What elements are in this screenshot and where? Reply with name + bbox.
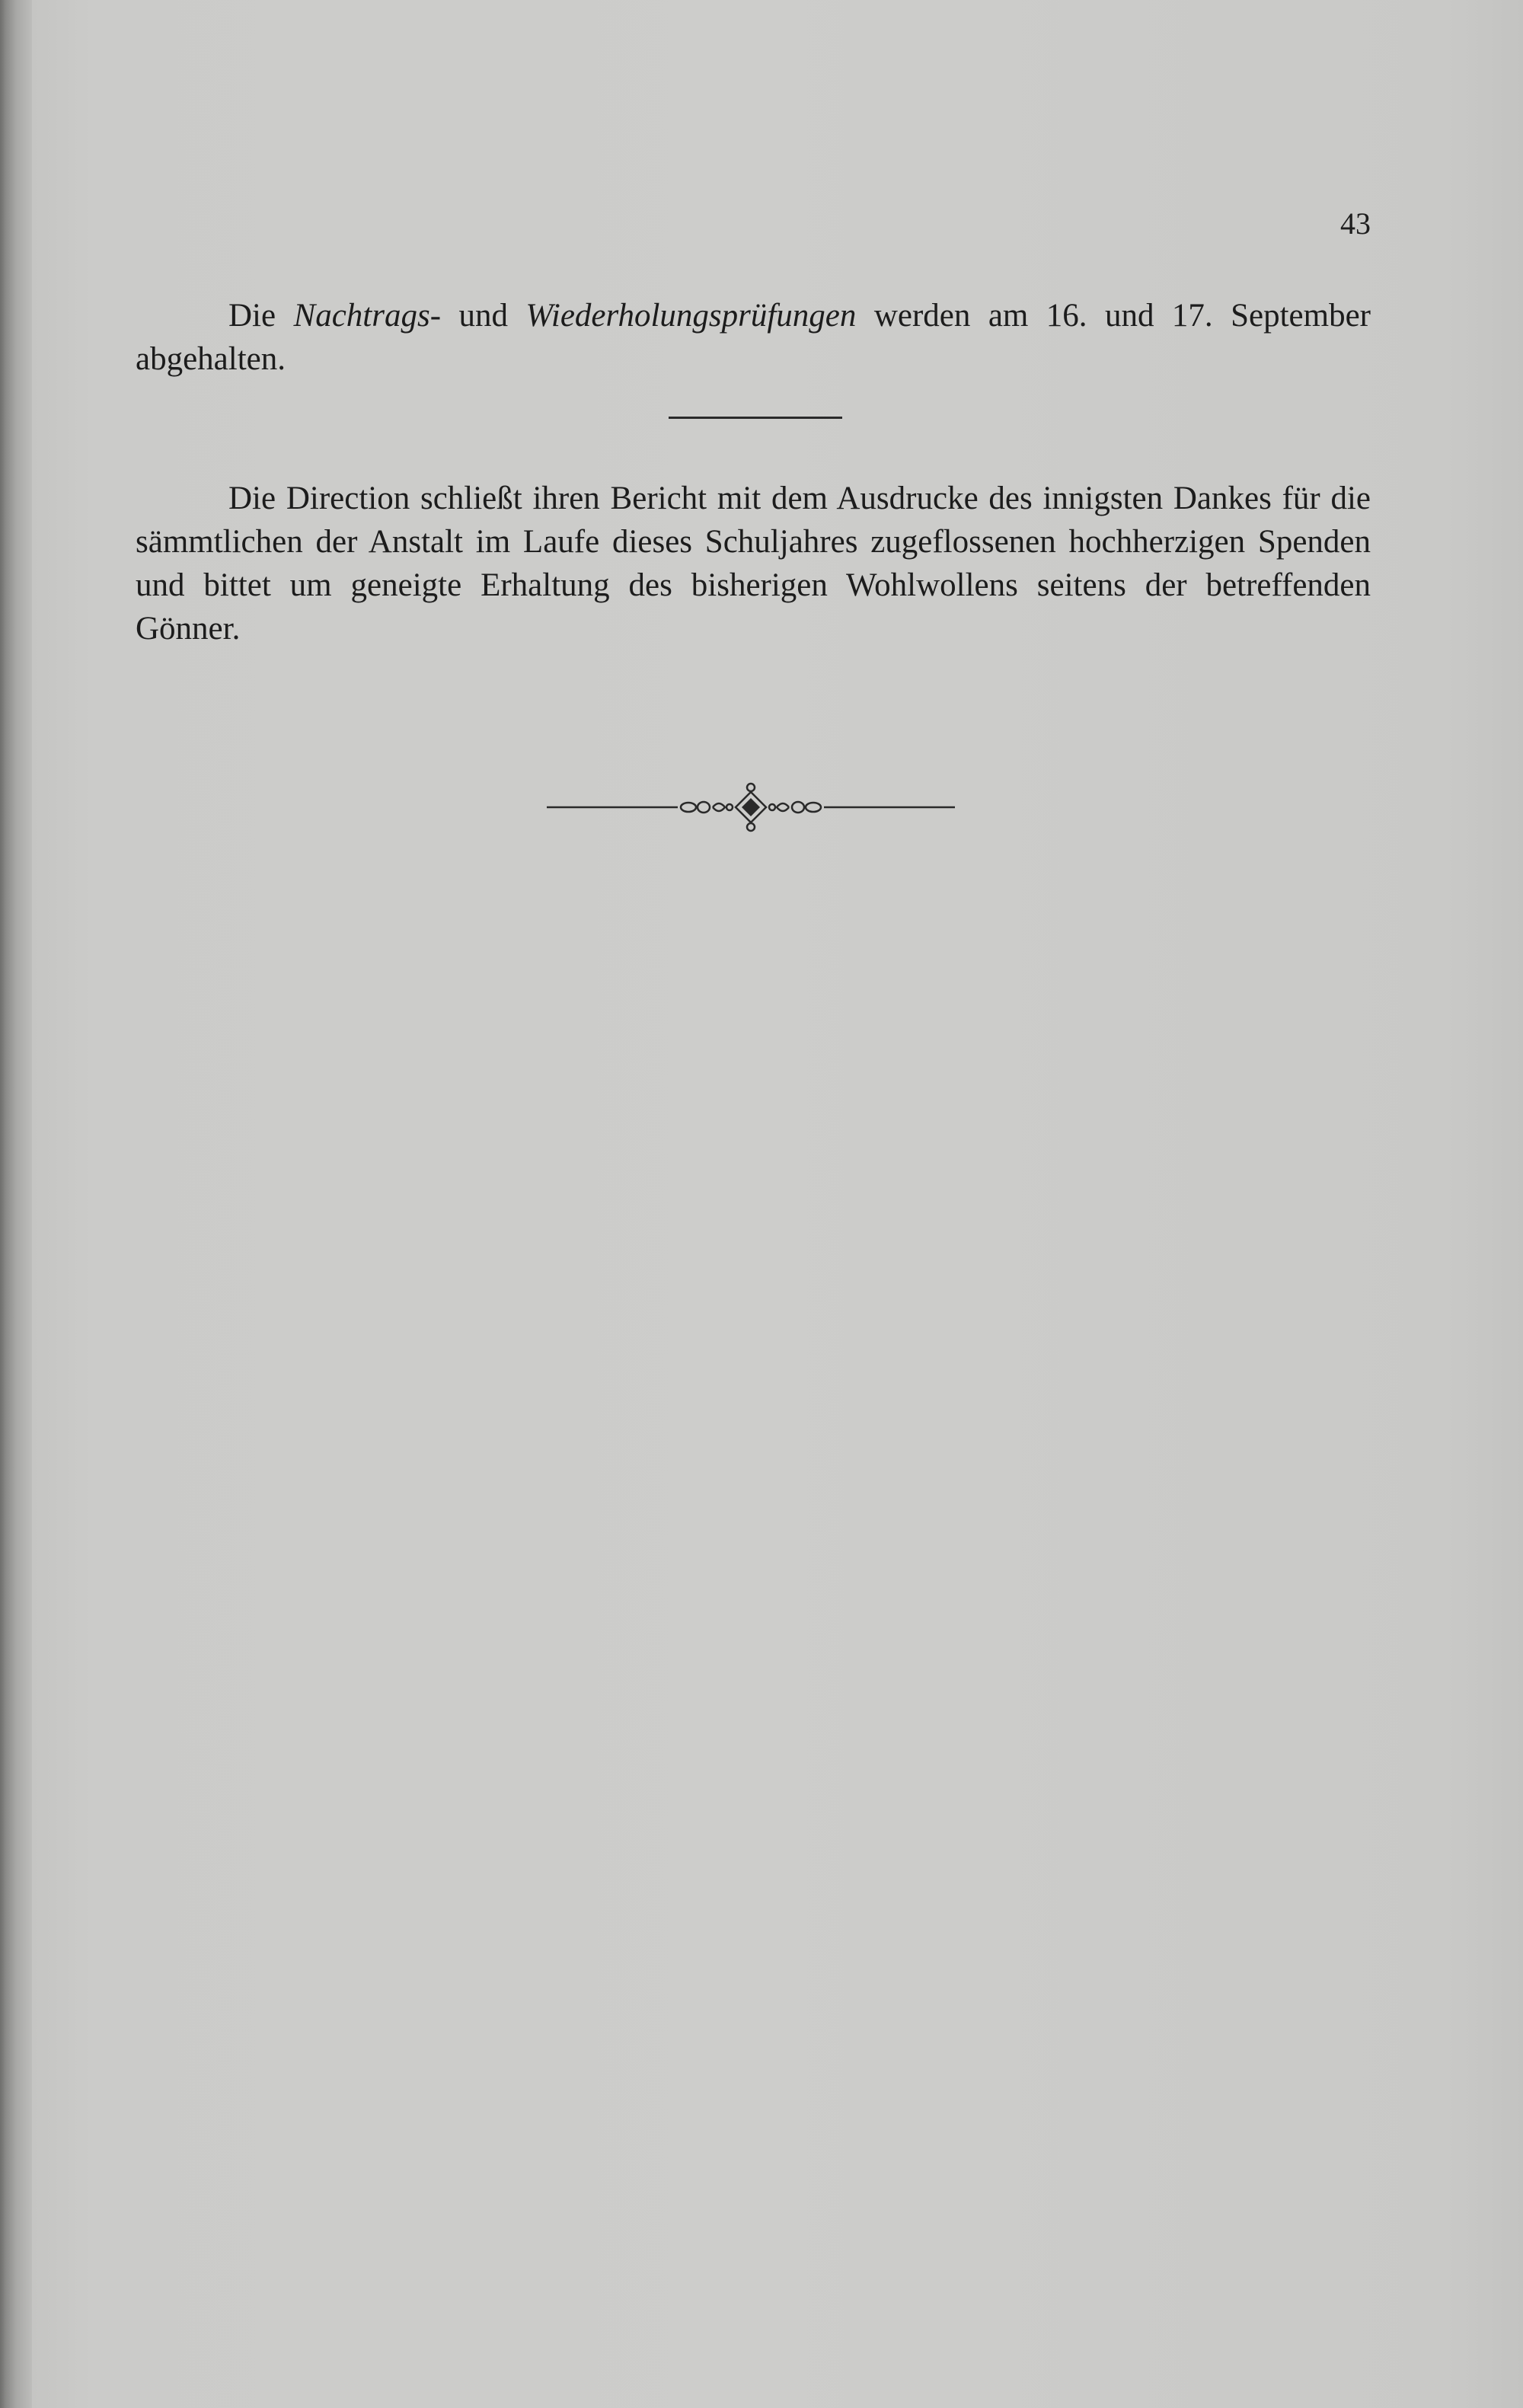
section-divider-rule (669, 417, 842, 419)
paragraph-exams-text-2: und (441, 298, 526, 334)
paragraph-exams-text-3: werden am 16. und 17. September abgehalten. (136, 298, 1371, 377)
paragraph-thanks: Die Direction schließt ihren Bericht mit dem Ausdrucke des innigsten Dankes für die sämmtlichen der Anstalt im Laufe dieses Schuljahres zugeflossenen hochherzigen Spenden und bittet um geneigte Erhaltung des bisherigen Wohlwollens seitens der betreffenden Gönner. (136, 481, 1371, 647)
page-binding-shadow (0, 0, 32, 2408)
paragraph-exams-italic-2: Wiederholungsprüfungen (525, 298, 857, 334)
paragraph-exams-italic-1: Nachtrags- (293, 298, 442, 334)
paragraph-exams (136, 294, 1371, 381)
paragraph-exams-text-1: Die (228, 298, 294, 334)
page-number: 43 (1340, 206, 1371, 241)
ornamental-end-rule (547, 777, 955, 838)
